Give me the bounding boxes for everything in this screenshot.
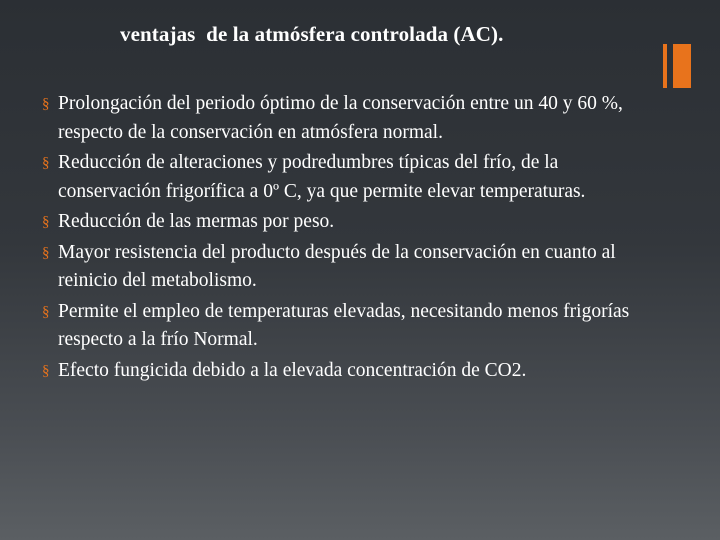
bullet-item bbox=[42, 149, 662, 206]
bullet-list bbox=[42, 90, 662, 387]
bullet-item bbox=[42, 90, 662, 147]
bullet-marker-icon: § bbox=[42, 303, 50, 320]
bullet-text: Permite el empleo de temperaturas elevadas, necesitando menos frigorías respecto a la frío Normal. bbox=[58, 300, 630, 350]
bullet-text: Reducción de alteraciones y podredumbres típicas del frío, de la conservación frigorífica a 0º C, ya que permite elevar temperaturas. bbox=[58, 152, 586, 202]
bullet-item bbox=[42, 239, 662, 296]
bullet-item bbox=[42, 208, 662, 237]
bullet-item bbox=[42, 357, 662, 386]
bullet-marker-icon: § bbox=[42, 96, 50, 112]
bullet-marker-icon: § bbox=[42, 214, 50, 230]
bullet-text: Prolongación del periodo óptimo de la conservación entre un 40 y 60 %, respecto de la conservación en atmósfera normal. bbox=[58, 93, 623, 143]
accent-bar-thick bbox=[673, 44, 691, 88]
accent-bar-thin bbox=[663, 44, 667, 88]
bullet-marker-icon: § bbox=[42, 155, 50, 171]
bullet-item bbox=[42, 298, 662, 355]
bullet-text: Reducción de las mermas por peso. bbox=[58, 211, 335, 232]
bullet-marker-icon: § bbox=[42, 244, 50, 261]
bullet-marker-icon: § bbox=[42, 362, 50, 379]
slide-title: ventajas de la atmósfera controlada (AC). bbox=[120, 22, 504, 46]
bullet-text: Mayor resistencia del producto después de la conservación en cuanto al reinicio del metabolismo. bbox=[58, 241, 616, 291]
accent-bars-decoration bbox=[663, 44, 691, 88]
bullet-text: Efecto fungicida debido a la elevada concentración de CO2. bbox=[58, 359, 527, 381]
